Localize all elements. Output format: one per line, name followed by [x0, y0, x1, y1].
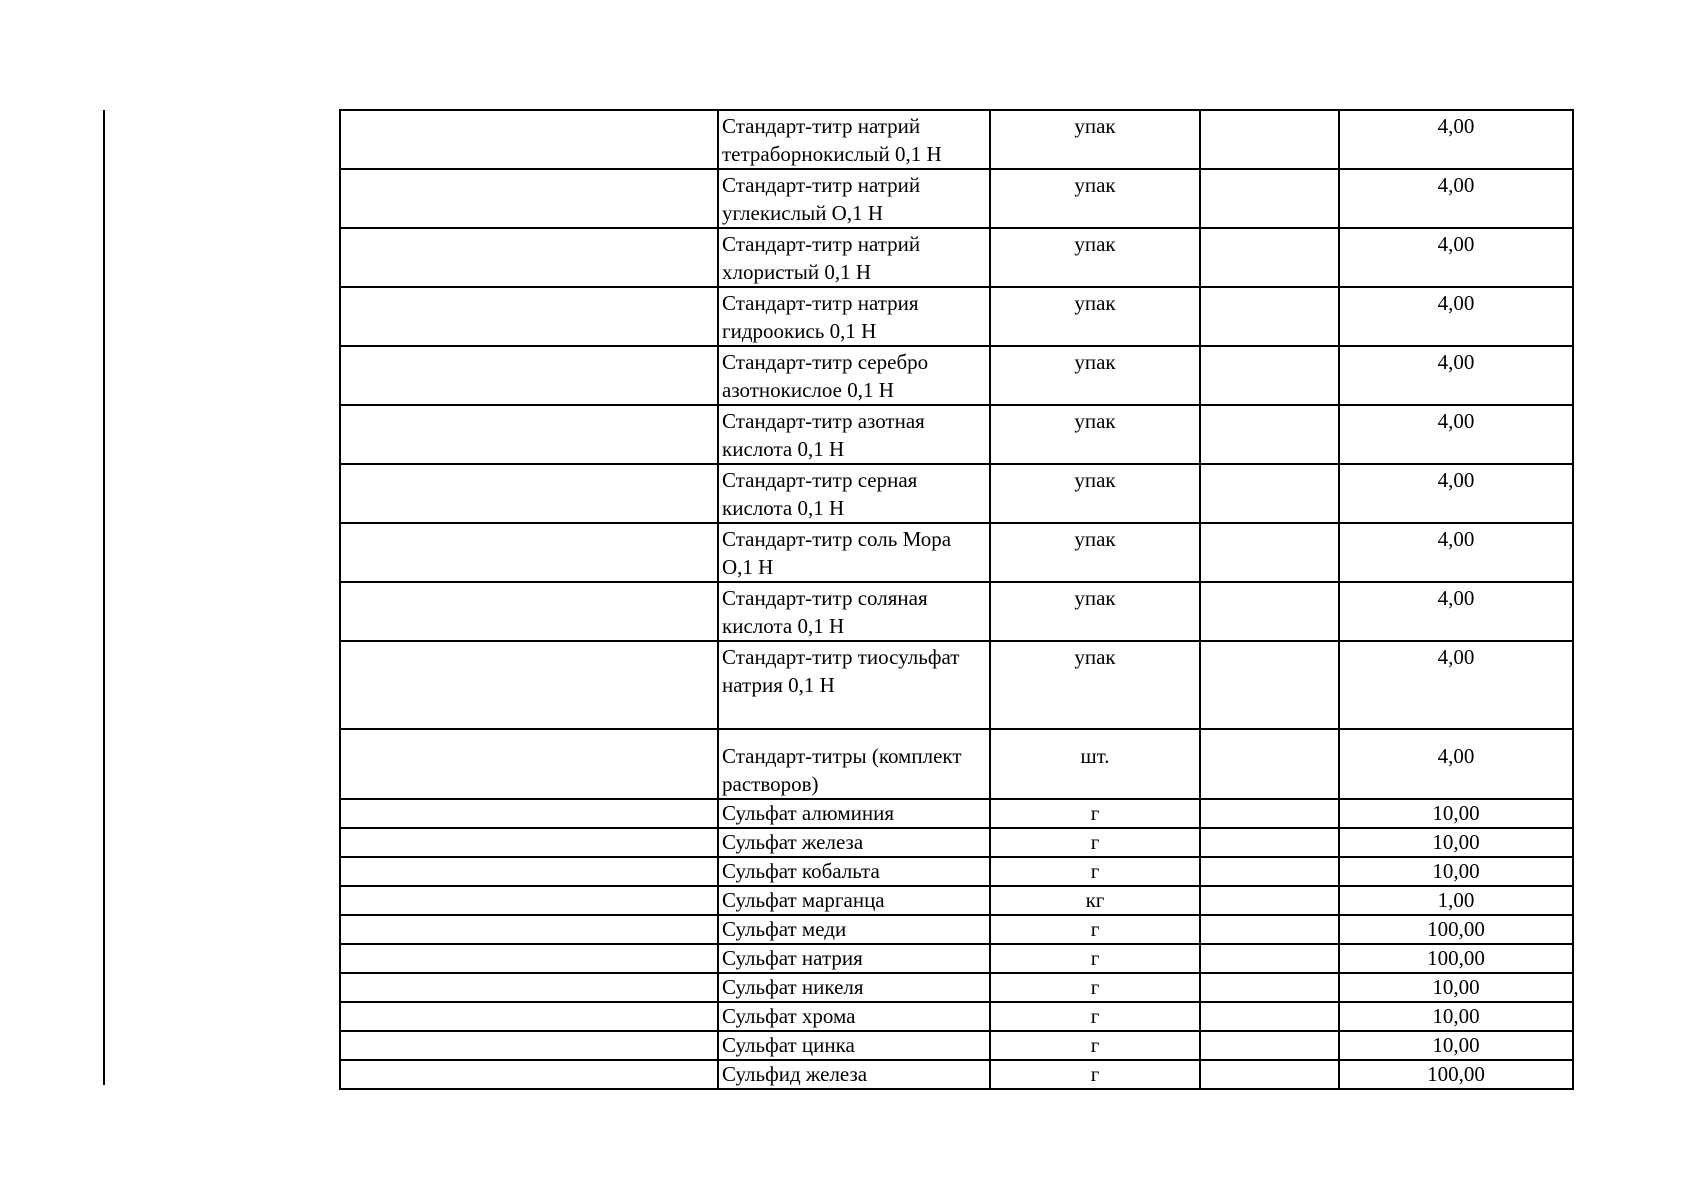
empty-cell: [1200, 228, 1339, 287]
item-name-cell: Стандарт-титр серебро азотнокислое 0,1 Н: [718, 346, 990, 405]
item-name-cell: Стандарт-титр соль Мора О,1 Н: [718, 523, 990, 582]
item-name-cell: Сульфат хрома: [718, 1002, 990, 1031]
unit-cell: г: [990, 973, 1200, 1002]
empty-cell: [340, 582, 718, 641]
table-row: [340, 582, 1573, 641]
empty-cell: [340, 110, 718, 169]
unit-cell: шт.: [990, 729, 1200, 799]
item-name-cell: Стандарт-титр серная кислота 0,1 Н: [718, 464, 990, 523]
goods-table: [339, 109, 1574, 1090]
unit-cell: г: [990, 799, 1200, 828]
item-name-cell: Сульфат цинка: [718, 1031, 990, 1060]
table-row: [340, 110, 1573, 169]
table-row: [340, 346, 1573, 405]
table-row: [340, 523, 1573, 582]
empty-cell: [1200, 973, 1339, 1002]
table-row: [340, 886, 1573, 915]
unit-cell: г: [990, 915, 1200, 944]
quantity-cell: 100,00: [1339, 944, 1573, 973]
quantity-cell: 10,00: [1339, 799, 1573, 828]
empty-cell: [1200, 1060, 1339, 1089]
empty-cell: [1200, 169, 1339, 228]
unit-cell: г: [990, 828, 1200, 857]
item-name-cell: Сульфат алюминия: [718, 799, 990, 828]
table-row: [340, 729, 1573, 799]
unit-cell: г: [990, 944, 1200, 973]
empty-cell: [340, 729, 718, 799]
empty-cell: [340, 228, 718, 287]
empty-cell: [340, 405, 718, 464]
table-row: [340, 857, 1573, 886]
empty-cell: [340, 464, 718, 523]
empty-cell: [340, 169, 718, 228]
table-row: [340, 641, 1573, 729]
empty-cell: [340, 915, 718, 944]
empty-cell: [1200, 828, 1339, 857]
table-row: [340, 1031, 1573, 1060]
item-name-cell: Сульфат никеля: [718, 973, 990, 1002]
item-name-cell: Стандарт-титр тиосульфат натрия 0,1 Н: [718, 641, 990, 729]
empty-cell: [340, 886, 718, 915]
quantity-cell: 4,00: [1339, 641, 1573, 729]
item-name-cell: Сульфид железа: [718, 1060, 990, 1089]
quantity-cell: 100,00: [1339, 1060, 1573, 1089]
empty-cell: [1200, 523, 1339, 582]
unit-cell: упак: [990, 582, 1200, 641]
empty-cell: [1200, 405, 1339, 464]
empty-cell: [1200, 582, 1339, 641]
item-name-cell: Стандарт-титр азотная кислота 0,1 Н: [718, 405, 990, 464]
empty-cell: [1200, 641, 1339, 729]
quantity-cell: 10,00: [1339, 828, 1573, 857]
quantity-cell: 4,00: [1339, 729, 1573, 799]
quantity-cell: 1,00: [1339, 886, 1573, 915]
empty-cell: [340, 1060, 718, 1089]
table-row: [340, 287, 1573, 346]
empty-cell: [1200, 1002, 1339, 1031]
quantity-cell: 10,00: [1339, 1031, 1573, 1060]
empty-cell: [340, 287, 718, 346]
quantity-cell: 4,00: [1339, 287, 1573, 346]
unit-cell: упак: [990, 405, 1200, 464]
goods-table-body: [340, 110, 1573, 1089]
unit-cell: упак: [990, 228, 1200, 287]
item-name-cell: Сульфат железа: [718, 828, 990, 857]
table-row: [340, 169, 1573, 228]
quantity-cell: 4,00: [1339, 110, 1573, 169]
empty-cell: [340, 1031, 718, 1060]
empty-cell: [1200, 1031, 1339, 1060]
empty-cell: [340, 346, 718, 405]
unit-cell: упак: [990, 287, 1200, 346]
empty-cell: [340, 1002, 718, 1031]
quantity-cell: 4,00: [1339, 523, 1573, 582]
item-name-cell: Сульфат марганца: [718, 886, 990, 915]
table-row: [340, 228, 1573, 287]
quantity-cell: 10,00: [1339, 1002, 1573, 1031]
item-name-cell: Стандарт-титр натрия гидроокись 0,1 Н: [718, 287, 990, 346]
empty-cell: [340, 799, 718, 828]
item-name-cell: Стандарт-титр соляная кислота 0,1 Н: [718, 582, 990, 641]
empty-cell: [1200, 799, 1339, 828]
unit-cell: упак: [990, 464, 1200, 523]
empty-cell: [340, 641, 718, 729]
table-row: [340, 944, 1573, 973]
quantity-cell: 4,00: [1339, 405, 1573, 464]
table-row: [340, 915, 1573, 944]
table-row: [340, 1060, 1573, 1089]
empty-cell: [340, 523, 718, 582]
item-name-cell: Сульфат меди: [718, 915, 990, 944]
empty-cell: [340, 944, 718, 973]
empty-cell: [1200, 287, 1339, 346]
table-row: [340, 828, 1573, 857]
empty-cell: [340, 973, 718, 1002]
unit-cell: кг: [990, 886, 1200, 915]
table-row: [340, 973, 1573, 1002]
empty-cell: [1200, 346, 1339, 405]
unit-cell: г: [990, 1060, 1200, 1089]
quantity-cell: 4,00: [1339, 346, 1573, 405]
empty-cell: [340, 857, 718, 886]
empty-cell: [1200, 944, 1339, 973]
item-name-cell: Стандарт-титр натрий тетраборнокислый 0,1 Н: [718, 110, 990, 169]
empty-cell: [1200, 110, 1339, 169]
item-name-cell: Стандарт-титр натрий хлористый 0,1 Н: [718, 228, 990, 287]
table-row: [340, 405, 1573, 464]
unit-cell: г: [990, 857, 1200, 886]
quantity-cell: 10,00: [1339, 973, 1573, 1002]
quantity-cell: 4,00: [1339, 582, 1573, 641]
unit-cell: упак: [990, 641, 1200, 729]
empty-cell: [1200, 464, 1339, 523]
quantity-cell: 4,00: [1339, 464, 1573, 523]
unit-cell: упак: [990, 346, 1200, 405]
unit-cell: г: [990, 1031, 1200, 1060]
unit-cell: упак: [990, 523, 1200, 582]
empty-cell: [1200, 857, 1339, 886]
item-name-cell: Сульфат натрия: [718, 944, 990, 973]
quantity-cell: 100,00: [1339, 915, 1573, 944]
empty-cell: [1200, 886, 1339, 915]
item-name-cell: Стандарт-титры (комплект растворов): [718, 729, 990, 799]
unit-cell: упак: [990, 110, 1200, 169]
empty-cell: [1200, 915, 1339, 944]
table-row: [340, 464, 1573, 523]
unit-cell: упак: [990, 169, 1200, 228]
quantity-cell: 4,00: [1339, 228, 1573, 287]
empty-cell: [1200, 729, 1339, 799]
table-row: [340, 799, 1573, 828]
quantity-cell: 10,00: [1339, 857, 1573, 886]
item-name-cell: Сульфат кобальта: [718, 857, 990, 886]
item-name-cell: Стандарт-титр натрий углекислый О,1 Н: [718, 169, 990, 228]
empty-cell: [340, 828, 718, 857]
table-row: [340, 1002, 1573, 1031]
left-margin-line: [103, 110, 105, 1085]
quantity-cell: 4,00: [1339, 169, 1573, 228]
unit-cell: г: [990, 1002, 1200, 1031]
